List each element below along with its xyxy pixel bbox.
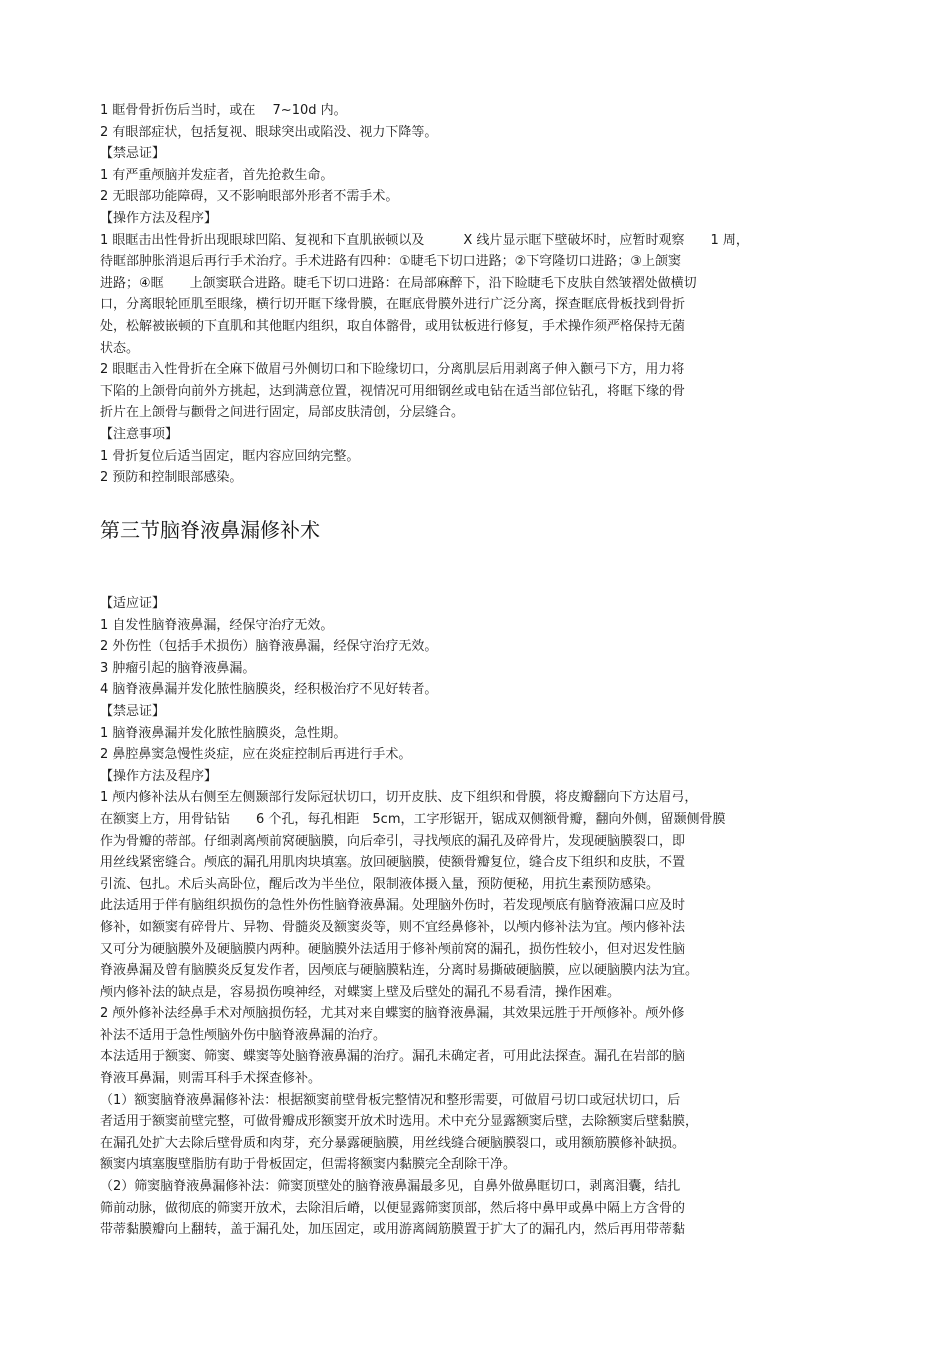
text-line: 者适用于额窦前壁完整，可做骨瓣成形额窦开放术时选用。术中充分显露额窦后壁，去除额窦后壁黏膜， (100, 1114, 699, 1130)
text-line: 2 鼻腔鼻窦急慢性炎症，应在炎症控制后再进行手术。 (100, 747, 412, 763)
text-line: （2）筛窦脑脊液鼻漏修补法：筛窦顶壁处的脑脊液鼻漏最多见，自鼻外做鼻眶切口，剥离泪囊，结扎 (100, 1179, 681, 1195)
section-bottom-text (100, 593, 845, 1241)
text-line: 2 颅外修补法经鼻手术对颅脑损伤轻，尤其对来自蝶窦的脑脊液鼻漏，其效果远胜于开颅修补。颅外修 (100, 1006, 685, 1022)
text-line: 【禁忌证】 (100, 146, 166, 162)
text-line: 本法适用于额窦、筛窦、蝶窦等处脑脊液鼻漏的治疗。漏孔未确定者，可用此法探查。漏孔在岩部的脑 (100, 1049, 686, 1065)
text-line: 下陷的上颌骨向前外方挑起，达到满意位置，视情况可用细钢丝或电钻在适当部位钻孔，将眶下缘的骨 (100, 383, 686, 399)
text-line: 筛前动脉，做彻底的筛窦开放术，去除泪后嵴，以便显露筛窦顶部，然后将中鼻甲或鼻中隔上方含骨的 (100, 1200, 686, 1216)
text-line: 额窦内填塞腹壁脂肪有助于骨板固定，但需将额窦内黏膜完全刮除干净。 (100, 1157, 517, 1173)
text-line: 2 眼眶击入性骨折在全麻下做眉弓外侧切口和下睑缘切口，分离肌层后用剥离子伸入颧弓下方，用力将 (100, 362, 685, 378)
text-line: 脊液鼻漏及曾有脑膜炎反复发作者，因颅底与硬脑膜粘连，分离时易撕破硬脑膜，应以硬脑膜内法为宜。 (100, 963, 699, 979)
text-line: 1 眶骨骨折伤后当时，或在 7~10d 内。 (100, 103, 347, 118)
text-line: 在额窦上方，用骨钻钻 6 个孔，每孔相距 5cm，工字形锯开，锯成双侧额骨瓣，翻向外侧，留颞侧骨膜 (100, 811, 726, 827)
text-line: 2 有眼部症状，包括复视、眼球突出或陷没、视力下降等。 (100, 124, 438, 140)
text-line: 【禁忌证】 (100, 703, 166, 719)
text-line: 作为骨瓣的蒂部。仔细剥离颅前窝硬脑膜，向后牵引，寻找颅底的漏孔及碎骨片，发现硬脑膜裂口，即 (100, 833, 686, 849)
text-line: 引流、包扎。术后头高卧位，醒后改为半坐位，限制液体摄入量，预防便秘，用抗生素预防感染。 (100, 876, 660, 892)
text-line: 在漏孔处扩大去除后壁骨质和肉芽，充分暴露硬脑膜，用丝线缝合硬脑膜裂口，或用额筋膜修补缺损。 (100, 1135, 686, 1151)
section-top-text (100, 100, 845, 489)
text-line: 【操作方法及程序】 (100, 210, 218, 226)
text-line: 1 自发性脑脊液鼻漏，经保守治疗无效。 (100, 617, 334, 633)
text-line: 【适应证】 (100, 596, 166, 611)
text-line: 此法适用于伴有脑组织损伤的急性外伤性脑脊液鼻漏。处理脑外伤时，若发现颅底有脑脊液漏口应及时 (100, 898, 686, 914)
text-line: 补法不适用于急性颅脑外伤中脑脊液鼻漏的治疗。 (100, 1027, 387, 1043)
text-line: 状态。 (100, 340, 140, 356)
text-line: 脊液耳鼻漏，则需耳科手术探查修补。 (100, 1071, 322, 1087)
text-line: 进路；④眶 上颌窦联合进路。睫毛下切口进路：在局部麻醉下，沿下睑睫毛下皮肤自然皱褶处做横切 (100, 275, 697, 291)
text-line: 4 脑脊液鼻漏并发化脓性脑膜炎，经积极治疗不见好转者。 (100, 682, 438, 698)
text-line: 【操作方法及程序】 (100, 768, 218, 784)
text-line: 1 有严重颅脑并发症者，首先抢救生命。 (100, 167, 334, 183)
text-line: 1 脑脊液鼻漏并发化脓性脑膜炎，急性期。 (100, 725, 347, 741)
text-line: 3 肿瘤引起的脑脊液鼻漏。 (100, 660, 256, 676)
text-line: 1 眼眶击出性骨折出现眼球凹陷、复视和下直肌嵌顿以及 X 线片显示眶下壁破坏时，应暂时观察 1 周， (100, 232, 749, 248)
text-line: 又可分为硬脑膜外及硬脑膜内两种。硬脑膜外法适用于修补颅前窝的漏孔，损伤性较小，但对迟发性脑 (100, 941, 686, 957)
text-line: 口，分离眼轮匝肌至眼缘，横行切开眶下缘骨膜，在眶底骨膜外进行广泛分离，探查眶底骨板找到骨折 (100, 297, 686, 313)
text-line: 用丝线紧密缝合。颅底的漏孔用肌肉块填塞。放回硬脑膜，使额骨瓣复位，缝合皮下组织和皮肤，不置 (100, 855, 686, 871)
text-line: （1）额窦脑脊液鼻漏修补法：根据额窦前壁骨板完整情况和整形需要，可做眉弓切口或冠状切口，后 (100, 1092, 681, 1108)
text-line: 待眶部肿胀消退后再行手术治疗。手术进路有四种：①睫毛下切口进路；②下穹隆切口进路；③上颌窦 (100, 254, 681, 270)
text-line: 1 骨折复位后适当固定，眶内容应回纳完整。 (100, 448, 360, 464)
text-line: 2 预防和控制眼部感染。 (100, 470, 243, 486)
text-line: 带蒂黏膜瓣向上翻转，盖于漏孔处，加压固定，或用游离阔筋膜置于扩大了的漏孔内，然后再用带蒂黏 (100, 1222, 686, 1238)
text-line: 2 无眼部功能障碍，又不影响眼部外形者不需手术。 (100, 189, 399, 205)
text-line: 颅内修补法的缺点是，容易损伤嗅神经，对蝶窦上壁及后壁处的漏孔不易看清，操作困难。 (100, 984, 621, 1000)
text-line: 【注意事项】 (100, 426, 179, 442)
text-line: 处，松解被嵌顿的下直肌和其他眶内组织，取自体髂骨，或用钛板进行修复，手术操作须严格保持无菌 (100, 318, 686, 334)
text-line: 折片在上颌骨与颧骨之间进行固定，局部皮肤清创，分层缝合。 (100, 405, 465, 421)
text-line: 1 颅内修补法从右侧至左侧颞部行发际冠状切口，切开皮肤、皮下组织和骨膜，将皮瓣翻向下方达眉弓， (100, 790, 698, 806)
text-line: 2 外伤性（包括手术损伤）脑脊液鼻漏，经保守治疗无效。 (100, 639, 438, 655)
page-section-heading: 第三节脑脊液鼻漏修补术 (100, 518, 320, 542)
text-line: 修补，如额窦有碎骨片、异物、骨髓炎及额窦炎等，则不宜经鼻修补，以颅内修补法为宜。颅内修补法 (100, 919, 686, 935)
